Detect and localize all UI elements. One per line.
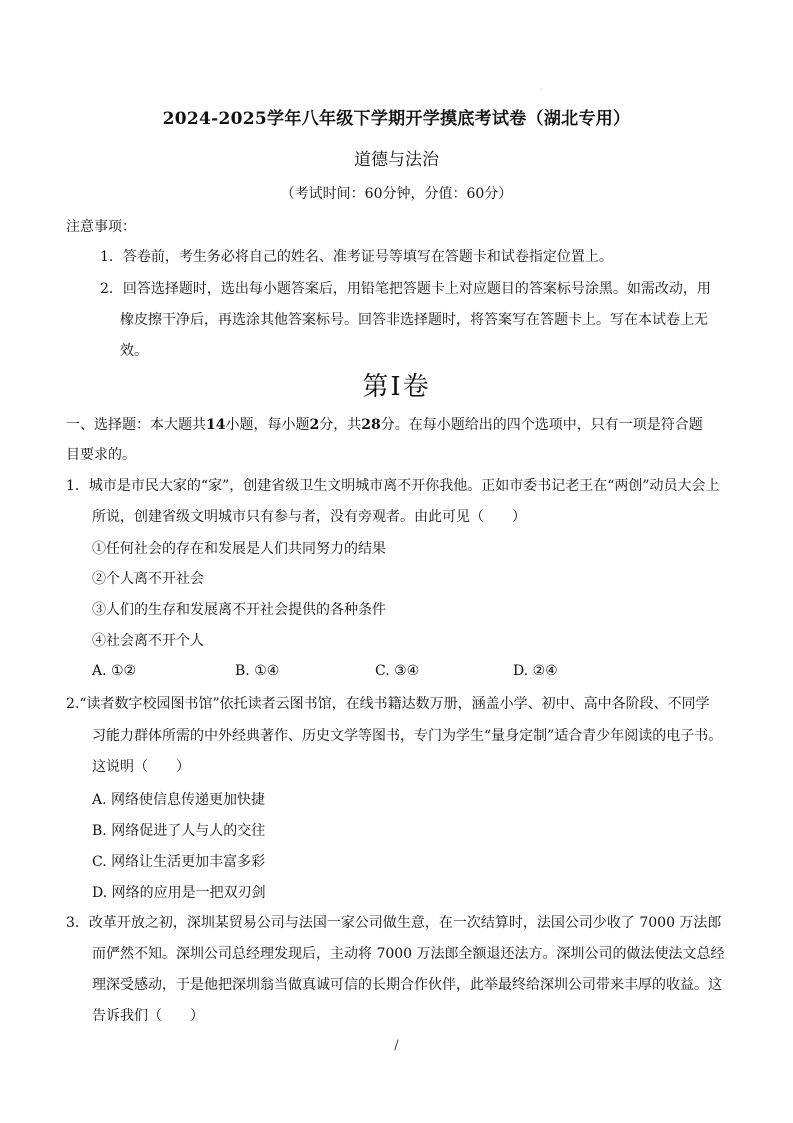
- q1-statement-3: ③人们的生存和发展离不开社会提供的各种条件: [92, 602, 386, 618]
- section-instructions-line-2: 目要求的。: [66, 447, 136, 463]
- q3-stem-line-2: 而俨然不知。深圳公司总经理发现后，主动将 7000 万法郎全额退还法方。深圳公司的做法使法文总经: [92, 946, 725, 962]
- q2-option-a[interactable]: A. 网络使信息传递更加快捷: [92, 792, 266, 808]
- q2-option-d[interactable]: D. 网络的应用是一把双刃剑: [92, 885, 266, 901]
- q1-statement-4: ④社会离不开个人: [92, 633, 204, 649]
- q3-stem-line-1: 3．改革开放之初，深圳某贸易公司与法国一家公司做生意，在一次结算时，法国公司少收了 7000 万法郎: [66, 915, 722, 931]
- notes-heading: 注意事项：: [66, 219, 136, 235]
- subject-title: 道德与法治: [354, 150, 439, 170]
- q2-stem-line-3: 这说明（ ）: [92, 759, 190, 775]
- q2-option-c[interactable]: C. 网络让生活更加丰富多彩: [92, 854, 266, 870]
- note-item-2-line-2: 橡皮擦干净后，再选涂其他答案标号。回答非选择题时，将答案写在答题卡上。写在本试卷上无: [120, 312, 708, 328]
- q1-option-c[interactable]: C. ③④: [375, 663, 420, 679]
- q2-stem-line-1: 2.“读者数字校园图书馆”依托读者云图书馆，在线书籍达数万册，涵盖小学、初中、高中各阶段、不同学: [66, 696, 710, 712]
- note-item-1: 1．答卷前，考生务必将自己的姓名、准考证号等填写在答题卡和试卷指定位置上。: [100, 249, 613, 265]
- exam-info: （考试时间：60分钟，分值：60分）: [280, 186, 513, 202]
- q1-stem-line-1: 1．城市是市民大家的“家”，创建省级卫生文明城市离不开你我他。正如市委书记老王在“两创”动员大会上: [66, 478, 720, 494]
- page-number: /: [394, 1038, 399, 1053]
- q1-statement-1: ①任何社会的存在和发展是人们共同努力的结果: [92, 541, 386, 557]
- note-item-2-line-3: 效。: [120, 343, 148, 359]
- q3-stem-line-4: 告诉我们（ ）: [92, 1008, 204, 1024]
- volume-title: 第Ⅰ卷: [362, 372, 431, 402]
- note-item-2-line-1: 2．回答选择题时，选出每小题答案后，用铅笔把答题卡上对应题目的答案标号涂黑。如需改动，用: [100, 281, 711, 297]
- q2-option-b[interactable]: B. 网络促进了人与人的交往: [92, 823, 266, 839]
- exam-title: 2024-2025学年八年级下学期开学摸底考试卷（湖北专用）: [162, 109, 631, 129]
- q1-option-b[interactable]: B. ①④: [235, 663, 280, 679]
- q1-option-d[interactable]: D. ②④: [513, 663, 558, 679]
- q3-stem-line-3: 理深受感动，于是他把深圳翁当做真诚可信的长期合作伙伴，此举最终给深圳公司带来丰厚的收益。这: [92, 977, 722, 993]
- q1-statement-2: ②个人离不开社会: [92, 571, 204, 587]
- scan-dot: ·: [540, 85, 543, 94]
- q1-option-a[interactable]: A. ①②: [92, 663, 137, 679]
- q1-stem-line-2: 所说，创建省级文明城市只有参与者，没有旁观者。由此可见（ ）: [92, 509, 526, 525]
- section-instructions: 一、选择题：本大题共14小题，每小题2分，共28分。在每小题给出的四个选项中，只有一项是符合题: [66, 417, 703, 433]
- q2-stem-line-2: 习能力群体所需的中外经典著作、历史文学等图书，专门为学生“量身定制”适合青少年阅读的电子书。: [92, 728, 723, 744]
